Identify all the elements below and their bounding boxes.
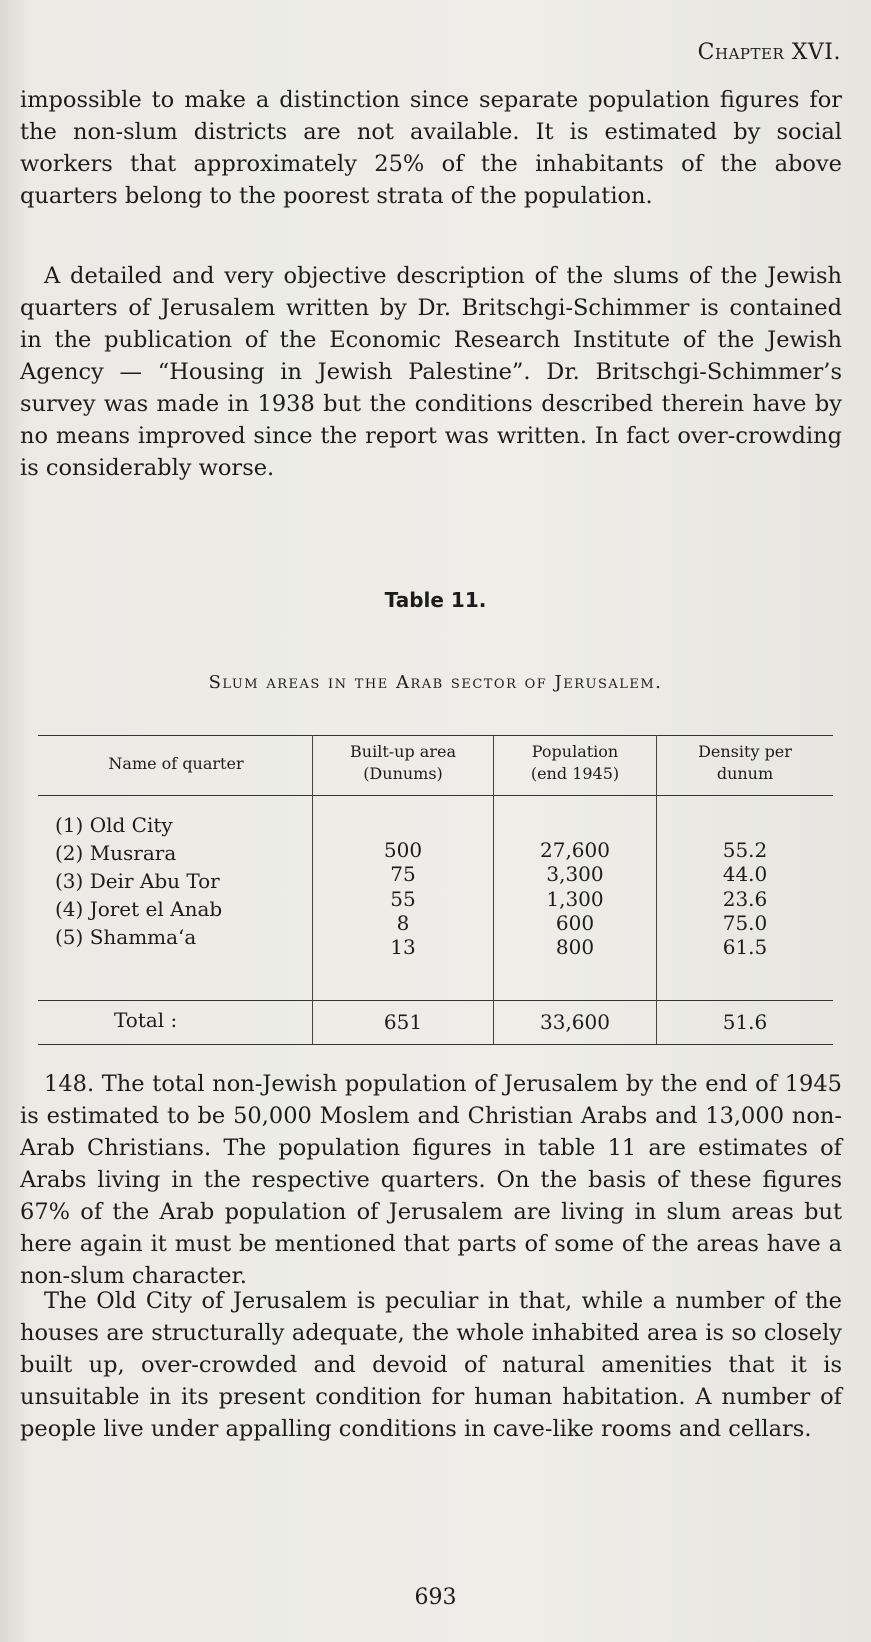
table-row-population: 27,600: [540, 838, 610, 862]
table-total-area: 651: [383, 1010, 423, 1034]
table-row-density: 55.2: [722, 838, 768, 862]
paragraph-148: 148. The total non-Jewish population of Jerusalem by the end of 1945 is estimated to be 50,000 Moslem and Christian Arabs and 13,000 non-Arab Christians. The population figures in table 11 are estimates of Arabs living in the respective quarters. On the basis of these figures 67% of the Arab population of Jerusalem are living in slum areas but here again it must be mentioned that parts of some of the areas have a non-slum character.: [20, 1071, 842, 1289]
table-row-density: 44.0: [722, 862, 768, 886]
table-row-name: (5) Shamma‘a: [55, 925, 197, 949]
table-row-area: 13: [390, 935, 416, 959]
header-density: Density per dunum: [698, 742, 792, 783]
header-population: Population (end 1945): [530, 742, 620, 783]
table-row-population: 3,300: [546, 862, 604, 886]
table-row-area: 500: [383, 838, 423, 862]
page-number: 693: [414, 1585, 457, 1610]
table-top-rule: [38, 735, 833, 736]
table-row-density: 75.0: [722, 911, 768, 935]
table-bottom-rule: [38, 1044, 833, 1045]
table-row-density: 61.5: [722, 935, 768, 959]
table-row-population: 600: [555, 911, 595, 935]
table-caption: Slum areas in the Arab sector of Jerusalem.: [208, 672, 663, 693]
table-row-population: 800: [555, 935, 595, 959]
table-total-rule: [38, 1000, 833, 1001]
chapter-heading: Chapter XVI.: [697, 40, 841, 65]
table-row-name: (2) Musrara: [55, 841, 177, 865]
table-row-area: 55: [390, 887, 416, 911]
paragraph-old-city: The Old City of Jerusalem is peculiar in that, while a number of the houses are structurally adequate, the whole inhabited area is so closely built up, over-crowded and devoid of natural amenities that it is unsuitable in its present condition for human habitation. A number of people live under appalling conditions in cave-like rooms and cellars.: [20, 1288, 842, 1442]
table-row-name: (3) Deir Abu Tor: [55, 869, 220, 893]
table-total-label: Total :: [114, 1008, 178, 1032]
table-row-area: 8: [396, 911, 410, 935]
table-header-rule: [38, 795, 833, 796]
table-row-name: (1) Old City: [55, 813, 173, 837]
table-row-name: (4) Joret el Anab: [55, 897, 223, 921]
paragraph-continuation: impossible to make a distinction since separate population figures for the non-slum districts are not available. It is estimated by social workers that approximately 25% of the inhabitants of the above quarters belong to the poorest strata of the population.: [20, 87, 842, 209]
paragraph-description: A detailed and very objective description of the slums of the Jewish quarters of Jerusalem written by Dr. Britschgi-Schimmer is contained in the publication of the Economic Research Institute of the Jewish Agency — “Housing in Jewish Palestine”. Dr. Britschgi-Schimmer’s survey was made in 1938 but the conditions described therein have by no means improved since the report was written. In fact over-crowding is considerably worse.: [20, 263, 842, 481]
table-row-area: 75: [390, 862, 416, 886]
header-built-up-area: Built-up area (Dunums): [350, 742, 456, 783]
table-row-density: 23.6: [722, 887, 768, 911]
table-title: Table 11.: [384, 588, 487, 612]
table-total-population: 33,600: [540, 1010, 610, 1034]
header-name-of-quarter: Name of quarter: [108, 754, 244, 773]
table-row-population: 1,300: [546, 887, 604, 911]
table-total-density: 51.6: [722, 1010, 768, 1034]
